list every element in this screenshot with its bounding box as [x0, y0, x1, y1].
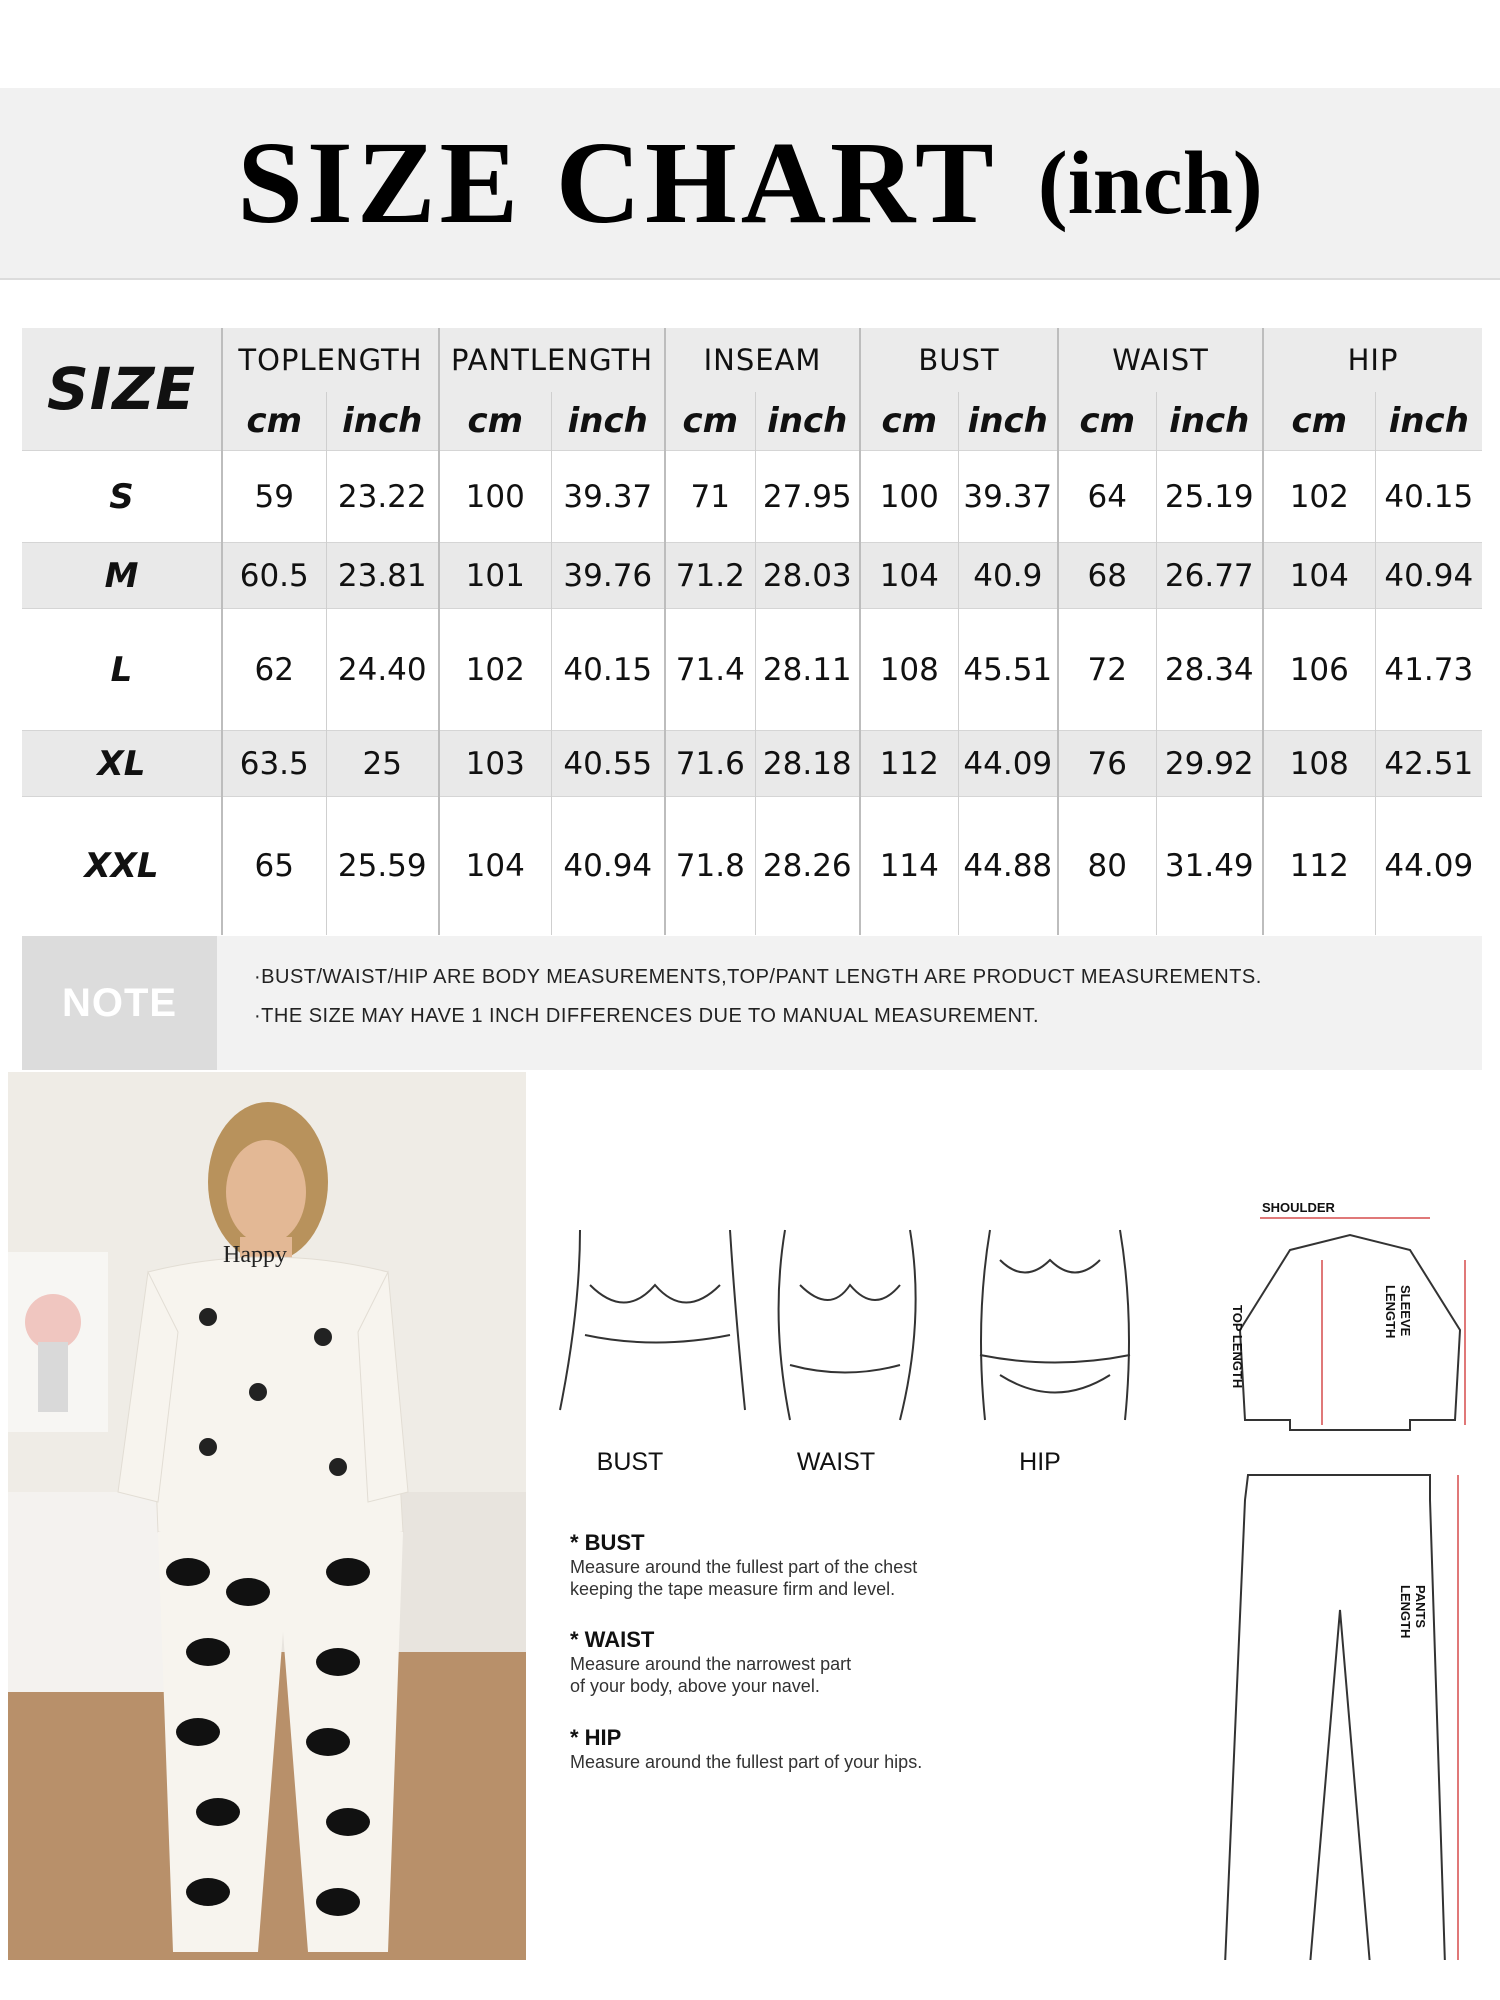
table-cell: 39.76 — [551, 543, 665, 609]
size-label: XXL — [22, 797, 222, 935]
table-cell: 24.40 — [326, 609, 439, 731]
table-cell: 42.51 — [1375, 731, 1482, 797]
hip-label: HIP — [1019, 1448, 1061, 1476]
table-cell: 102 — [439, 609, 551, 731]
guide-desc: keeping the tape measure firm and level. — [570, 1579, 896, 1599]
unit-header: inch — [1375, 392, 1482, 451]
group-header: WAIST — [1058, 328, 1263, 392]
table-cell: 104 — [860, 543, 958, 609]
title-block — [0, 88, 1500, 278]
table-cell: 80 — [1058, 797, 1156, 935]
sleeve-length-label: SLEEVE LENGTH — [1383, 1285, 1413, 1339]
shirt-print-text: Happy — [223, 1242, 287, 1268]
table-cell: 44.88 — [958, 797, 1058, 935]
size-header: SIZE — [22, 328, 222, 451]
table-cell: 28.11 — [755, 609, 860, 731]
table-cell: 103 — [439, 731, 551, 797]
table-row — [22, 797, 1482, 935]
table-cell: 76 — [1058, 731, 1156, 797]
note-line: ·THE SIZE MAY HAVE 1 INCH DIFFERENCES DUE TO MANUAL MEASUREMENT. — [254, 1005, 1040, 1027]
bust-label: BUST — [596, 1448, 664, 1476]
table-cell: 40.55 — [551, 731, 665, 797]
table-cell: 40.15 — [1375, 451, 1482, 543]
guide-waist — [570, 1627, 851, 1697]
note-line: ·BUST/WAIST/HIP ARE BODY MEASUREMENTS,TOP/PANT LENGTH ARE PRODUCT MEASUREMENTS. — [254, 966, 1262, 988]
table-cell: 41.73 — [1375, 609, 1482, 731]
table-cell: 29.92 — [1156, 731, 1263, 797]
table-cell: 39.37 — [958, 451, 1058, 543]
table-cell: 25.19 — [1156, 451, 1263, 543]
group-header: INSEAM — [665, 328, 860, 392]
table-cell: 40.15 — [551, 609, 665, 731]
table-cell: 71.4 — [665, 609, 755, 731]
table-cell: 71.2 — [665, 543, 755, 609]
table-cell: 71.8 — [665, 797, 755, 935]
unit-header: cm — [860, 392, 958, 451]
table-cell: 108 — [860, 609, 958, 731]
table-cell: 112 — [860, 731, 958, 797]
guide-title: * BUST — [570, 1530, 645, 1555]
waist-label: WAIST — [796, 1448, 876, 1476]
pants-length-label: PANTS LENGTH — [1398, 1585, 1428, 1639]
table-cell: 59 — [222, 451, 326, 543]
unit-header: cm — [222, 392, 326, 451]
page-title: SIZE CHART — [237, 117, 998, 248]
table-cell: 71 — [665, 451, 755, 543]
unit-header: inch — [1156, 392, 1263, 451]
size-label: S — [22, 451, 222, 543]
table-row — [22, 731, 1482, 797]
shoulder-label: SHOULDER — [1262, 1200, 1335, 1215]
guide-desc: Measure around the narrowest part — [570, 1654, 852, 1674]
table-cell: 23.81 — [326, 543, 439, 609]
top-band — [0, 0, 1500, 88]
table-row — [22, 543, 1482, 609]
group-header: BUST — [860, 328, 1058, 392]
guide-title: * HIP — [570, 1725, 622, 1750]
table-cell: 44.09 — [1375, 797, 1482, 935]
table-cell: 25.59 — [326, 797, 439, 935]
table-cell: 106 — [1263, 609, 1375, 731]
table-cell: 28.03 — [755, 543, 860, 609]
table-cell: 40.94 — [551, 797, 665, 935]
table-cell: 102 — [1263, 451, 1375, 543]
unit-label: (inch) — [1037, 133, 1263, 233]
unit-header: cm — [439, 392, 551, 451]
guide-bust — [570, 1530, 917, 1600]
size-table — [22, 328, 1482, 935]
table-row — [22, 451, 1482, 543]
table-cell: 100 — [860, 451, 958, 543]
unit-header: cm — [665, 392, 755, 451]
group-header: PANTLENGTH — [439, 328, 665, 392]
table-cell: 26.77 — [1156, 543, 1263, 609]
size-label: M — [22, 543, 222, 609]
guide-hip — [570, 1725, 922, 1773]
table-cell: 101 — [439, 543, 551, 609]
table-cell: 68 — [1058, 543, 1156, 609]
guide-desc: Measure around the fullest part of your hips. — [570, 1752, 923, 1772]
table-cell: 23.22 — [326, 451, 439, 543]
table-cell: 100 — [439, 451, 551, 543]
table-cell: 114 — [860, 797, 958, 935]
guide-desc: Measure around the fullest part of the chest — [570, 1557, 918, 1577]
table-cell: 104 — [439, 797, 551, 935]
table-cell: 104 — [1263, 543, 1375, 609]
table-row — [22, 609, 1482, 731]
table-cell: 31.49 — [1156, 797, 1263, 935]
unit-header: cm — [1263, 392, 1375, 451]
table-cell: 64 — [1058, 451, 1156, 543]
table-cell: 40.94 — [1375, 543, 1482, 609]
unit-header: inch — [958, 392, 1058, 451]
group-header: TOPLENGTH — [222, 328, 439, 392]
header — [0, 88, 1500, 280]
guide-title: * WAIST — [570, 1627, 655, 1652]
table-cell: 45.51 — [958, 609, 1058, 731]
note-label: NOTE — [22, 936, 217, 1070]
table-cell: 25 — [326, 731, 439, 797]
unit-header: inch — [326, 392, 439, 451]
group-header: HIP — [1263, 328, 1482, 392]
unit-header: cm — [1058, 392, 1156, 451]
table-cell: 112 — [1263, 797, 1375, 935]
top-length-label: TOP LENGTH — [1230, 1305, 1245, 1389]
table-cell: 62 — [222, 609, 326, 731]
table-cell: 27.95 — [755, 451, 860, 543]
table-cell: 65 — [222, 797, 326, 935]
note-panel — [22, 936, 1482, 1070]
table-body — [22, 451, 1482, 935]
unit-header: inch — [551, 392, 665, 451]
model-photo — [8, 1072, 526, 1960]
table-cell: 28.18 — [755, 731, 860, 797]
table-cell: 28.34 — [1156, 609, 1263, 731]
size-label: L — [22, 609, 222, 731]
table-cell: 63.5 — [222, 731, 326, 797]
guide-desc: of your body, above your navel. — [570, 1676, 820, 1696]
table-cell: 72 — [1058, 609, 1156, 731]
table-cell: 60.5 — [222, 543, 326, 609]
table-cell: 108 — [1263, 731, 1375, 797]
table-cell: 39.37 — [551, 451, 665, 543]
table-cell: 44.09 — [958, 731, 1058, 797]
unit-header: inch — [755, 392, 860, 451]
note-lines — [254, 966, 1262, 1044]
size-label: XL — [22, 731, 222, 797]
table-cell: 40.9 — [958, 543, 1058, 609]
table-cell: 71.6 — [665, 731, 755, 797]
table-cell: 28.26 — [755, 797, 860, 935]
